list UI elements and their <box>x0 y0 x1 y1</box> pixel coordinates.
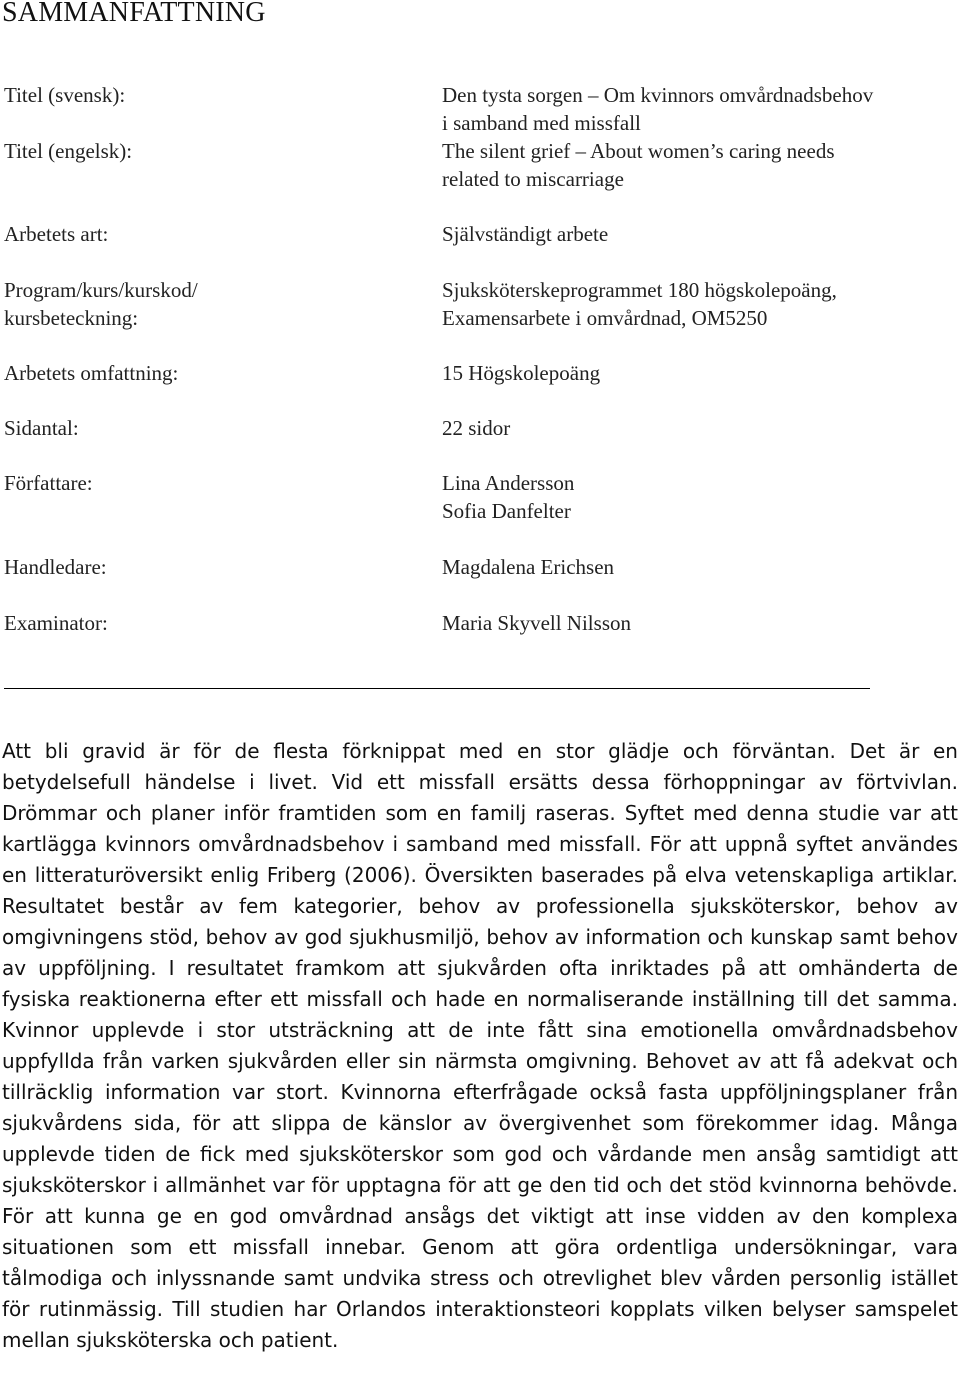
value-scope: 15 Högskolepoäng <box>442 361 601 385</box>
value-program: Sjuksköterskeprogrammet 180 högskolepoäng, Examensarbete i omvårdnad, OM5250 <box>442 278 837 330</box>
value-examiner: Maria Skyvell Nilsson <box>442 611 631 635</box>
abstract-text: Att bli gravid är för de flesta förknippat med en stor glädje och förväntan. Det är en betydelsefull händelse i livet. Vid ett missfall ersätts dessa förhoppningar av förtvivlan. Drömmar och planer inför framtiden som en familj raseras. Syftet med denna studie var att kartlägga kvinnors omvårdnadsbehov i samband med missfall. För att uppnå syftet användes en litteraturöversikt enlig Friberg (2006). Översikten baserades på elva vetenskapliga artiklar. Resultatet består av fem kategorier, behov av professionella sjuksköterskor, behov av omgivningens stöd, behov av god sjukhusmiljö, behov av information och kunskap samt behov av uppföljning. I resultatet framkom att sjukvården ofta inriktades på att omhänderta de fysiska reaktionerna efter ett missfall och hade en normaliserande inställning till det samma. Kvinnor upplevde i stor utsträckning att de inte fått sina emotionella omvårdnadsbehov uppfyllda från varken sjukvården eller sin närmsta omgivning. Behovet av att få adekvat och tillräcklig information var stort. Kvinnorna efterfrågade också fasta uppföljningsplaner från sjukvårdens sida, för att slippa de känslor av övergivenhet som förekommer idag. Många upplevde tiden de fick med sjuksköterskor som god och vårdande men ansåg samtidigt att sjuksköterskor i allmänhet var för upptagna för att ge den tid och det stöd kvinnorna behövde. För att kunna ge en god omvårdnad ansågs det viktigt att inse vidden av den komplexa situationen som ett missfall innebar. Genom att göra ordentliga undersökningar, vara tålmodiga och inlyssnande samt undvika stress och otrevlighet blev vården personlig istället för rutinmässig. Till studien har Orlandos interaktionsteori kopplats vilken belyser samspelet mellan sjuksköterska och patient. <box>2 739 958 1352</box>
label-supervisor: Handledare: <box>4 555 107 579</box>
label-examiner: Examinator: <box>4 611 108 635</box>
label-title-english: Titel (engelsk): <box>4 139 133 163</box>
label-work-type: Arbetets art: <box>4 222 109 246</box>
label-program: Program/kurs/kurskod/ kursbeteckning: <box>4 278 198 330</box>
label-scope: Arbetets omfattning: <box>4 361 179 385</box>
value-page-count: 22 sidor <box>442 416 511 440</box>
label-authors: Författare: <box>4 471 93 495</box>
value-supervisor: Magdalena Erichsen <box>442 555 615 579</box>
label-page-count: Sidantal: <box>4 416 79 440</box>
label-title-swedish: Titel (svensk): <box>4 83 126 107</box>
page-title: SAMMANFATTNING <box>2 0 266 28</box>
section-divider <box>4 688 870 689</box>
value-authors: Lina Andersson Sofia Danfelter <box>442 471 575 523</box>
value-title-swedish: Den tysta sorgen – Om kvinnors omvårdnadsbehov i samband med missfall <box>442 83 874 135</box>
value-title-english: The silent grief – About women’s caring needs related to miscarriage <box>442 139 835 191</box>
value-work-type: Självständigt arbete <box>442 222 609 246</box>
